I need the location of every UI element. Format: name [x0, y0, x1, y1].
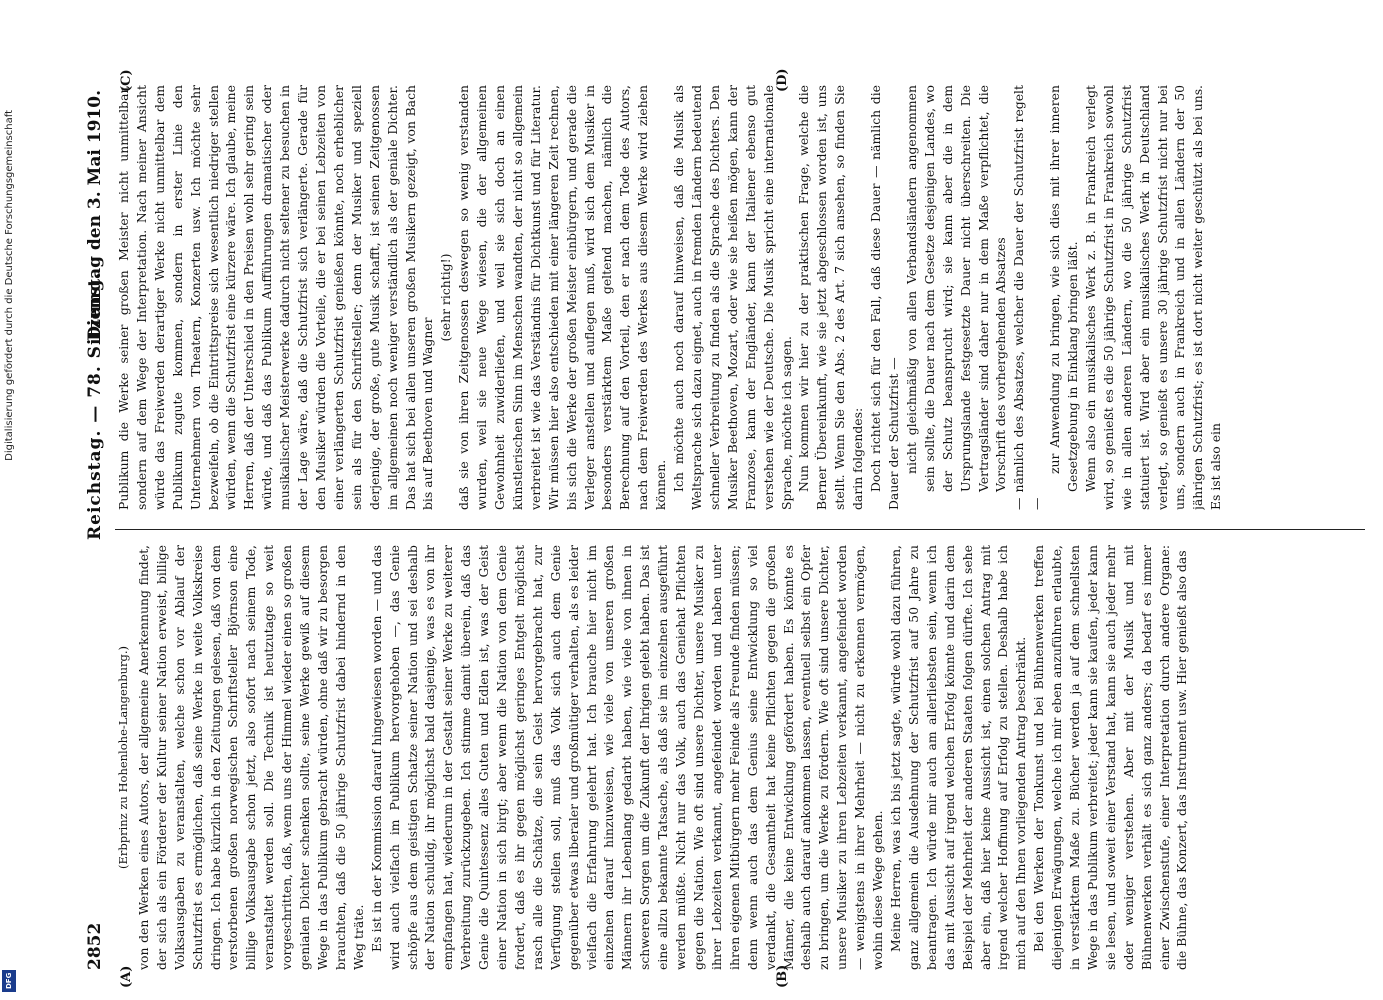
paragraph: Meine Herren, was ich bis jetzt sagte, würde wohl dazu führen, ganz allgemein die Ausdehnung der Schutzfrist auf 50 Jahre zu beantragen. Ich würde mir auch am allerliebsten sein, wenn ich das mit Aussicht auf irgend welchen Erfolg könnte und darin dem Beispiel der Mehrheit der anderen Staaten folgen dürfte. Ich sehe aber ein, daß hier keine Aussicht ist, einen solchen Antrag mit irgend welcher Hoffnung auf Erfolg zu stellen. Deshalb habe ich mich auf den Ihnen vorliegenden Antrag beschränkt.: [887, 545, 1029, 970]
session-date: Dienstag den 3. Mai 1910.: [85, 90, 105, 341]
quoted-paragraph: nicht gleichmäßig von allen Verbandsländern angenommen sein sollte, die Dauer nach dem Gesetze desjenigen Landes, wo der Schutz beansprucht wird; sie kann aber die in dem Ursprungslande festgesetzte Dauer nicht überschreiten. Die Vertragsländer sind daher nur in dem Maße verpflichtet, die Vorschrift des vorhergehenden Absatzes: [903, 85, 1009, 492]
paragraph: Bei den Werken der Tonkunst und bei Bühnenwerken treffen diejenigen Erwägungen, welche ich mir eben anzuführen erlaubte, in verstärktem Maße zu. Bücher werden ja auf dem schnellsten Wege in das Publikum verbreitet; jeder kann sie kaufen, jeder kann sie lesen, und soweit einer Verstand hat, kann sie auch jeder mehr oder weniger verstehen. Aber mit der Musik und mit Bühnenwerken verhält es sich ganz anders; da bedarf es immer einer Zwischenstufe, einer Interpretation durch andere Organe: die Bühne, das Konzert, das Instrument usw. Hier genießt also das: [1031, 545, 1190, 970]
paragraph: von den Werken eines Autors, der allgemeine Anerkennung findet, der sich als ein Förderer der Kultur seiner Nation erweist, billige Volksausgaben zu veranstalten, welche schon vor Ablauf der Schutzfrist es ermöglichen, daß seine Werke in weite Volkskreise dringen. Ich habe kürzlich in den Zeitungen gelesen, daß von dem verstorbenen großen norwegischen Schriftsteller Björnson eine billige Volksausgabe schon jetzt, also sofort nach seinem Tode, veranstaltet werden soll. Die Technik ist heutzutage so weit vorgeschritten, daß, wenn uns der Himmel wieder einen so großen genialen Dichter schenken sollte, seine Werke gewiß auf diesem Wege in das Publikum gebracht würden, ohne daß wir zu besorgen brauchten, daß die 50 jährige Schutzfrist dabei hindernd in den Weg träte.: [135, 545, 366, 970]
paragraph: Nun kommen wir hier zu der praktischen Frage, welche die Berner Übereinkunft, wie sie jetzt abgeschlossen worden ist, uns stellt. Wenn Sie den Abs. 2 des Art. 7 sich ansehen, so finden Sie darin folgendes:: [796, 85, 866, 510]
paragraph: Ich möchte auch noch darauf hinweisen, daß die Musik als Weltsprache sich dazu eignet, auch in fremden Ländern bedeutend schneller Verbreitung zu finden als die Sprache des Dichters. Den Musiker Beethoven, Mozart, oder wie sie heißen mögen, kann der Franzose, kann der Engländer, kann der Italiener ebenso gut verstehen wie der Deutsche. Die Musik spricht eine internationale Sprache, möchte ich sagen.: [671, 85, 794, 510]
paragraph: Doch richtet sich für den Fall, daß diese Dauer — nämlich die Dauer der Schutzfrist —: [868, 85, 901, 510]
interjection: (sehr richtig!): [438, 253, 454, 342]
running-head: [85, 90, 111, 970]
page-title: Reichstag. — 78. Sitzung.: [85, 271, 105, 540]
page-number: 2852: [85, 922, 105, 970]
paragraph: Wenn also ein musikalisches Werk z. B. in Frankreich verlegt wird, so genießt es die 50 jährige Schutzfrist in Frankreich sowohl wie in allen anderen Ländern, wo die 50 jährige Schutzfrist statuiert ist. Wird aber ein musikalisches Werk in Deutschland verlegt, so genießt es unsere 30 jährige Schutzfrist nicht nur bei uns, sondern auch in Frankreich und in allen Ländern der 50 jährigen Schutzfrist; es ist dort nicht weiter geschützt als bei uns. Es ist also ein: [1082, 85, 1224, 510]
paragraph: — nämlich des Absatzes, welcher die Dauer der Schutzfrist regelt —: [1011, 85, 1045, 510]
left-column: [115, 545, 1355, 970]
rotated-page: [75, 60, 1375, 1000]
paragraph: daß sie von ihren Zeitgenossen deswegen so wenig verstanden wurden, weil sie neue Wege wiesen, die der allgemeinen Gewohnheit zuwiderliefen, und weil sie sich doch an einen künstlerischen Sinn im Menschen wandten, der nicht so allgemein verbreitet ist wie das Verständnis für Dichtkunst und für Literatur. Wir müssen hier also entschieden mit einer längeren Zeit rechnen, bis sich die Werke der großen Meister einbürgern, und gerade die Verleger anstellen und auflegen muß, wird sich dem Musiker in besonders verstärktem Maße geltend machen, nämlich die Berechnung auf den Vorteil, den er nach dem Tode des Autors, nach dem Freiwerden des Werkes aus diesem Werke wird ziehen können.: [456, 85, 669, 510]
paragraph: Es ist in der Kommission darauf hingewiesen worden — und das wird auch vielfach im Publikum hervorgehoben —, das Genie schöpfe aus dem geistigen Schatze seiner Nation und sei deshalb der Nation schuldig, ihr möglichst bald dasjenige, was es von ihr empfangen hat, wiederum in der Gestalt seiner Werke zu weiterer Verbreitung zurückzugeben. Ich stimme damit überein, daß das Genie die Quintessenz alles Guten und Edlen ist, was der Geist einer Nation in sich birgt; aber wenn die Nation von dem Genie fordert, daß es ihr gegen möglichst geringes Entgelt möglichst rasch alle die Schätze, die sein Geist hervorgebracht hat, zur Verfügung stellen soll, muß das Volk sich auch dem Genie gegenüber etwas liberaler und großmütiger verhalten, als es leider vielfach die Erfahrung gelehrt hat. Ich brauche hier nicht im einzelnen darauf hinzuweisen, wie viele von unseren großen Männern ihr Lebenlang gedarbt haben, wie viele von ihnen in schweren Sorgen um die Zukunft der Ihrigen gelebt haben. Das ist eine allzu bekannte Tatsache, als daß sie im einzelnen ausgeführt werden müßte. Nicht nur das Volk, auch das Geniehat Pflichten gegen die Nation. Wie oft sind unsere Dichter, unsere Musiker zu ihrer Lebzeiten verkannt, angefeindet worden und haben unter ihren eigenen Mitbürgern mehr Feinde als Freunde finden müssen; denn wenn auch das dem Genius seine Entwicklung so viel verdankt, die Gesamtheit hat keine Pflichten gegen die großen Männer, die keine Entwicklung gefördert haben. Es könnte es deshalb auch darauf ankommen lassen, eventuell selbst ein Opfer zu bringen, um die Werke zu fördern. Wie oft sind unsere Dichter, unsere Musiker zu ihren Lebzeiten verkannt, angefeindet worden — wenigstens in ihrer Mehrheit — nicht zu erkennen vermögen, wohin diese Wege gehen.: [368, 545, 886, 970]
right-column: [115, 85, 1355, 510]
margin-marker-d: (D): [775, 68, 790, 92]
margin-marker-c: (C): [119, 69, 134, 92]
column-divider: [115, 529, 1365, 530]
speaker-note: (Erbprinz zu Hohenlohe-Langenburg.): [116, 645, 130, 870]
dfg-logo: DFG: [2, 970, 16, 992]
paragraph: Publikum die Werke seiner großen Meister nicht unmittelbar, sondern auf dem Wege der Interpretation. Nach meiner Ansicht würde das Freiwerden derartiger Werke nicht unmittelbar dem Publikum zugute kommen, sondern in erster Linie den Unternehmern von Theatern, Konzerten usw. Ich möchte sehr bezweifeln, ob die Eintrittspreise sich wesentlich niedriger stellen würden, wenn die Schutzfrist eine kürzere wäre. Ich glaube, meine Herren, daß der Unterschied in den Preisen wohl sehr gering sein würde, und daß das Publikum Aufführungen dramatischer oder musikalischer Meisterwerke dadurch nicht seltener zu besuchen in der Lage wäre, daß die Schutzfrist sich verlängerte. Gerade für den Musiker würden die Vorteile, die er bei seinen Lebzeiten von einer verlängerten Schutzfrist genießen könnte, noch erheblicher sein als für den Schriftsteller; denn der Musiker und speziell derjenige, der große, gute Musik schafft, ist seinen Zeitgenossen im allgemeinen noch weniger verständlich als der geniale Dichter. Das hat sich bei allen unseren großen Musikern gezeigt, von Bach bis auf Beethoven und Wagner: [116, 85, 436, 510]
margin-marker-b: (B): [775, 964, 790, 988]
quoted-paragraph: zur Anwendung zu bringen, wie sich dies mit ihrer inneren Gesetzgebung in Einklang bringen läßt.: [1047, 85, 1081, 492]
margin-marker-a: (A): [119, 965, 134, 988]
funding-note: Digitalisierung gefördert durch die Deutsche Forschungsgemeinschaft: [4, 110, 15, 461]
